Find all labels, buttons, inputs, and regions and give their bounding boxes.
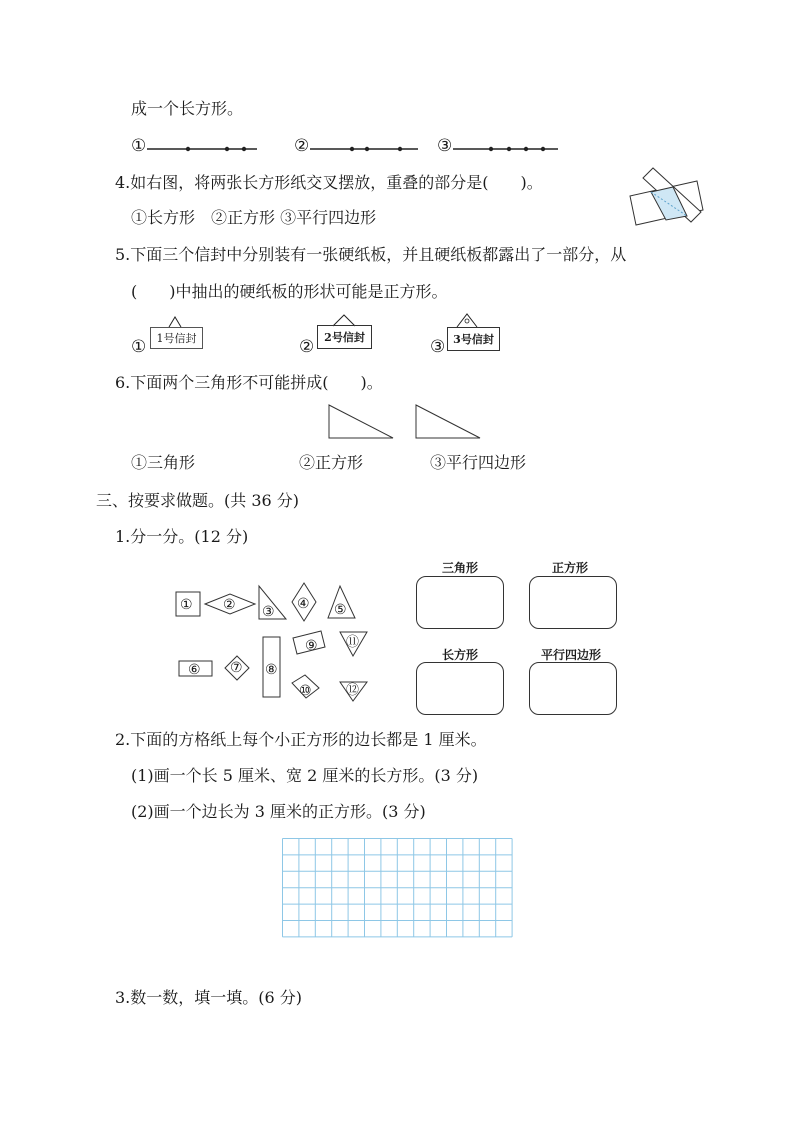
q3-segment-1 [147, 140, 262, 156]
q3-segment-3 [453, 140, 563, 156]
shape-7-label: ⑦ [230, 660, 243, 676]
shape-8-label: ⑧ [265, 662, 278, 678]
shape-9-label: ⑨ [305, 638, 318, 654]
s3-q2-sub2: (2)画一个边长为 3 厘米的正方形。(3 分) [131, 802, 426, 821]
s3-q2-text: 2.下面的方格纸上每个小正方形的边长都是 1 厘米。 [115, 730, 487, 749]
q4-question-text: 4.如右图，将两张长方形纸交叉摆放，重叠的部分是( )。 [115, 173, 543, 192]
shape-5-label: ⑤ [334, 602, 347, 618]
s3-q1-text: 1.分一分。(12 分) [115, 527, 249, 546]
s3-q3-text: 3.数一数，填一填。(6 分) [115, 988, 303, 1007]
envelope-2 [317, 325, 372, 349]
box-square-label: 正方形 [552, 561, 589, 575]
q6-triangle-2 [415, 404, 485, 440]
shape-4-label: ④ [297, 596, 310, 612]
q6-question-text: 6.下面两个三角形不可能拼成( )。 [115, 373, 383, 392]
q5-question-line-1: 5.下面三个信封中分别装有一张硬纸板，并且硬纸板都露出了一部分，从 [115, 245, 627, 264]
q4-overlapping-rectangles-figure [630, 168, 705, 226]
q5-option-1: ① [131, 337, 147, 357]
q3-option-3: ③ [437, 136, 453, 156]
s3-q2-sub1: (1)画一个长 5 厘米、宽 2 厘米的长方形。(3 分) [131, 766, 479, 785]
square-grid-paper[interactable] [282, 838, 513, 938]
shape-1-label: ① [180, 597, 193, 613]
q3-continuation-text: 成一个长方形。 [131, 99, 244, 118]
box-parallelogram[interactable] [529, 662, 617, 715]
q3-option-2: ② [294, 136, 310, 156]
q6-option-3: ③平行四边形 [430, 453, 527, 472]
q3-option-1: ① [131, 136, 147, 156]
shape-3-label: ③ [262, 604, 275, 620]
box-parallelogram-label: 平行四边形 [541, 648, 602, 662]
section-3-title: 三、按要求做题。(共 36 分) [96, 491, 300, 510]
envelope-3-label: 3号信封 [453, 333, 494, 346]
q6-triangle-1 [328, 404, 398, 440]
q6-option-1: ①三角形 [131, 453, 196, 472]
envelope-1-label: 1号信封 [156, 332, 197, 345]
shape-6-label: ⑥ [188, 662, 201, 678]
shape-12-label: ⑫ [346, 683, 360, 698]
box-rectangle[interactable] [416, 662, 504, 715]
box-triangle-label: 三角形 [442, 561, 479, 575]
envelope-1 [150, 327, 203, 349]
box-square[interactable] [529, 576, 617, 629]
q5-option-3: ③ [430, 337, 446, 357]
shape-2-label: ② [223, 597, 236, 613]
shape-11-label: ⑪ [346, 635, 360, 650]
q5-option-2: ② [299, 337, 315, 357]
q4-options: ①长方形 ②正方形 ③平行四边形 [131, 208, 377, 227]
envelope-2-label: 2号信封 [324, 331, 365, 344]
box-triangle[interactable] [416, 576, 504, 629]
q3-segment-2 [310, 140, 425, 156]
envelope-3 [447, 327, 500, 351]
q6-option-2: ②正方形 [299, 453, 364, 472]
q5-question-line-2: ( )中抽出的硬纸板的形状可能是正方形。 [131, 282, 448, 301]
shape-10-label: ⑩ [299, 683, 312, 699]
box-rectangle-label: 长方形 [442, 648, 479, 662]
